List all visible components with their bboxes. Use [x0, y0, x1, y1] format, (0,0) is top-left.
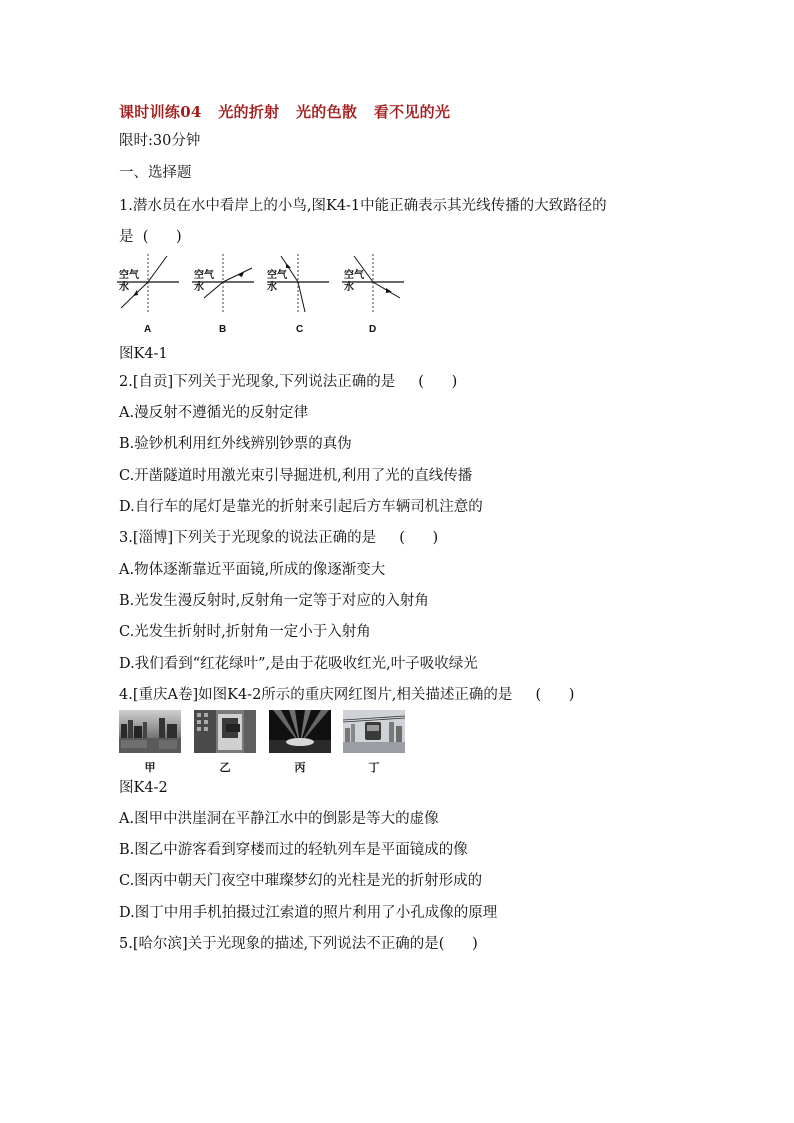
diagram-c [267, 254, 329, 335]
section-heading: 一、选择题 [119, 165, 192, 181]
option-a-label: A [144, 324, 152, 335]
chongqing-photos-figure [119, 710, 409, 776]
air-label: 空气 [344, 270, 364, 281]
question-2-option-d: D.自行车的尾灯是靠光的折射来引起后方车辆司机注意的 [119, 499, 483, 515]
photo-label-ding: 丁 [368, 761, 380, 774]
diagram-b [192, 254, 254, 335]
air-label: 空气 [119, 270, 139, 281]
question-3-stem: 3.[淄博]下列关于光现象的说法正确的是 ( ) [119, 530, 439, 546]
photo-label-bing: 丙 [294, 761, 306, 774]
photo-ding [343, 710, 405, 753]
option-b-label: B [219, 324, 227, 335]
photo-label-jia: 甲 [144, 761, 156, 774]
lesson-title: 课时训练04 光的折射 光的色散 看不见的光 [119, 103, 451, 121]
diagram-a [117, 254, 179, 335]
water-label: 水 [194, 282, 204, 293]
water-label: 水 [344, 282, 354, 293]
question-2-option-a: A.漫反射不遵循光的反射定律 [119, 405, 309, 421]
question-5-stem: 5.[哈尔滨]关于光现象的描述,下列说法不正确的是( ) [119, 936, 478, 952]
figure-k4-2-caption: 图K4-2 [119, 780, 168, 796]
option-c-label: C [296, 324, 304, 335]
photo-bing [269, 710, 331, 753]
question-4-option-d: D.图丁中用手机拍摄过江索道的照片利用了小孔成像的原理 [119, 905, 498, 921]
water-label: 水 [119, 282, 129, 293]
question-4-stem: 4.[重庆A卷]如图K4-2所示的重庆网红图片,相关描述正确的是 ( ) [119, 687, 575, 703]
photo-yi [194, 710, 256, 753]
question-2-option-b: B.验钞机利用红外线辨别钞票的真伪 [119, 436, 352, 452]
photo-jia [119, 710, 181, 753]
question-4-option-c: C.图丙中朝天门夜空中璀璨梦幻的光柱是光的折射形成的 [119, 873, 483, 889]
air-label: 空气 [194, 270, 214, 281]
figure-k4-1-caption: 图K4-1 [119, 346, 168, 362]
question-4-option-a: A.图甲中洪崖洞在平静江水中的倒影是等大的虚像 [119, 811, 439, 827]
question-3-option-d: D.我们看到“红花绿叶”,是由于花吸收红光,叶子吸收绿光 [119, 656, 478, 672]
diagram-d [342, 254, 404, 335]
question-3-option-a: A.物体逐渐靠近平面镜,所成的像逐渐变大 [119, 562, 386, 578]
water-label: 水 [267, 282, 277, 293]
air-label: 空气 [267, 270, 287, 281]
option-d-label: D [369, 324, 377, 335]
question-2-option-c: C.开凿隧道时用激光束引导掘进机,利用了光的直线传播 [119, 468, 473, 484]
question-4-option-b: B.图乙中游客看到穿楼而过的轻轨列车是平面镜成的像 [119, 842, 468, 858]
question-3-option-b: B.光发生漫反射时,反射角一定等于对应的入射角 [119, 593, 429, 609]
question-3-option-c: C.光发生折射时,折射角一定小于入射角 [119, 624, 371, 640]
question-2-stem: 2.[自贡]下列关于光现象,下列说法正确的是 ( ) [119, 374, 458, 390]
photo-label-yi: 乙 [219, 761, 231, 774]
question-1-stem-cont: 是 ( ) [119, 229, 182, 245]
time-limit: 限时:30分钟 [119, 133, 201, 149]
question-1-stem: 1.潜水员在水中看岸上的小鸟,图K4-1中能正确表示其光线传播的大致路径的 [119, 198, 607, 214]
refraction-diagram-figure [117, 254, 417, 338]
